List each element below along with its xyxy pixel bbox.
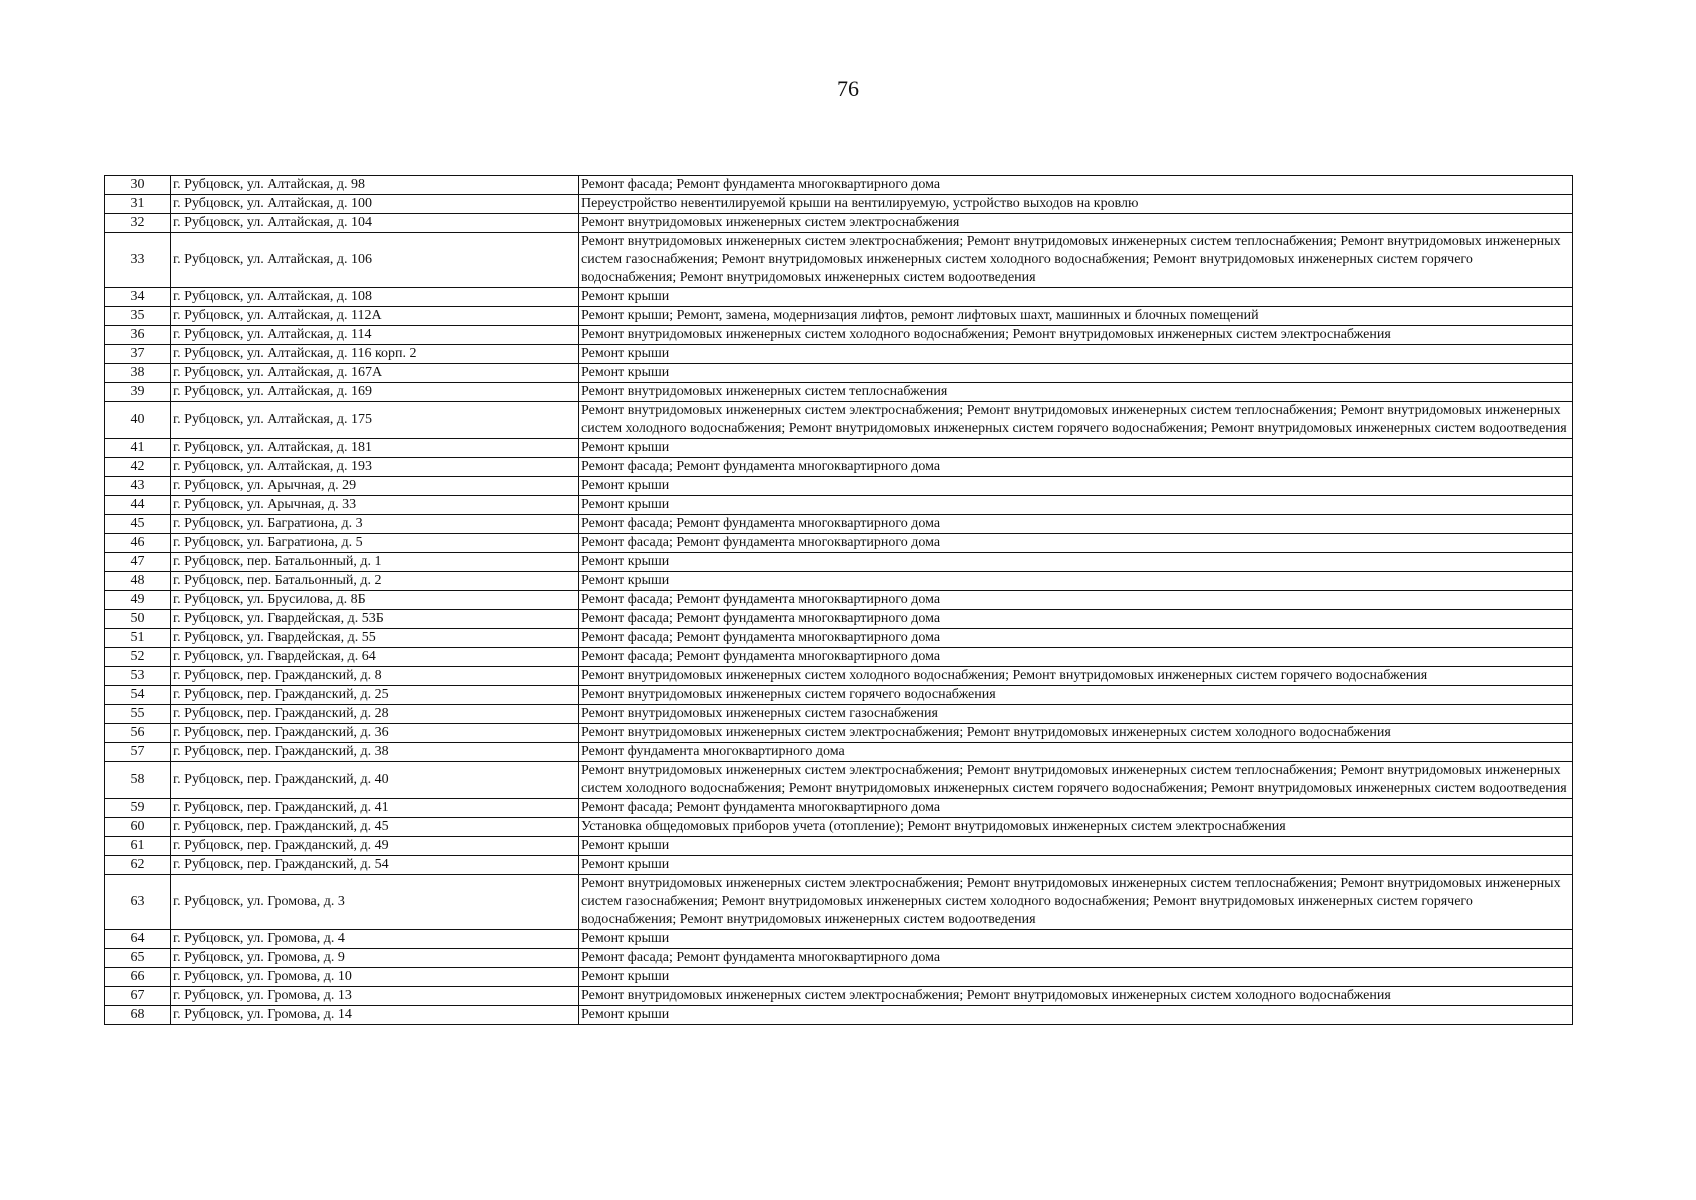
table-row: [105, 233, 1573, 288]
table-row: [105, 214, 1573, 233]
row-work-type: Ремонт внутридомовых инженерных систем холодного водоснабжения; Ремонт внутридомовых инженерных систем горячего водоснабжения: [579, 667, 1573, 686]
row-work-type: Ремонт крыши: [579, 968, 1573, 987]
table-row: [105, 686, 1573, 705]
row-number: 43: [105, 477, 171, 496]
row-work-type: Ремонт фасада; Ремонт фундамента многоквартирного дома: [579, 949, 1573, 968]
row-number: 67: [105, 987, 171, 1006]
row-number: 47: [105, 553, 171, 572]
row-number: 31: [105, 195, 171, 214]
row-number: 42: [105, 458, 171, 477]
row-address: г. Рубцовск, ул. Гвардейская, д. 55: [171, 629, 579, 648]
row-work-type: Ремонт крыши: [579, 553, 1573, 572]
table-row: [105, 496, 1573, 515]
table-row: [105, 383, 1573, 402]
row-number: 64: [105, 930, 171, 949]
row-address: г. Рубцовск, пер. Гражданский, д. 36: [171, 724, 579, 743]
repair-table: [104, 175, 1573, 1025]
row-work-type: Ремонт внутридомовых инженерных систем электроснабжения; Ремонт внутридомовых инженерных систем теплоснабжения; Ремонт внутридомовых инженерных систем газоснабжения; Ремонт внутридомовых инженерных систем холодного водоснабжения; Ремонт внутридомовых инженерных систем горячего водоснабжения; Ремонт внутридомовых инженерных систем водоотведения: [579, 875, 1573, 930]
row-address: г. Рубцовск, ул. Багратиона, д. 3: [171, 515, 579, 534]
row-address: г. Рубцовск, пер. Гражданский, д. 41: [171, 799, 579, 818]
row-work-type: Ремонт крыши: [579, 439, 1573, 458]
row-work-type: Ремонт крыши: [579, 1006, 1573, 1025]
row-address: г. Рубцовск, ул. Алтайская, д. 116 корп. 2: [171, 345, 579, 364]
row-number: 54: [105, 686, 171, 705]
row-number: 66: [105, 968, 171, 987]
table-row: [105, 195, 1573, 214]
row-work-type: Ремонт фасада; Ремонт фундамента многоквартирного дома: [579, 591, 1573, 610]
row-number: 65: [105, 949, 171, 968]
table-row: [105, 762, 1573, 799]
row-address: г. Рубцовск, ул. Алтайская, д. 193: [171, 458, 579, 477]
row-address: г. Рубцовск, ул. Алтайская, д. 98: [171, 176, 579, 195]
row-work-type: Ремонт крыши; Ремонт, замена, модернизация лифтов, ремонт лифтовых шахт, машинных и блочных помещений: [579, 307, 1573, 326]
row-number: 46: [105, 534, 171, 553]
row-number: 52: [105, 648, 171, 667]
row-address: г. Рубцовск, ул. Багратиона, д. 5: [171, 534, 579, 553]
row-address: г. Рубцовск, ул. Громова, д. 13: [171, 987, 579, 1006]
table-row: [105, 591, 1573, 610]
table-row: [105, 458, 1573, 477]
table-row: [105, 288, 1573, 307]
row-address: г. Рубцовск, ул. Громова, д. 10: [171, 968, 579, 987]
row-work-type: Ремонт внутридомовых инженерных систем электроснабжения; Ремонт внутридомовых инженерных систем холодного водоснабжения: [579, 724, 1573, 743]
row-work-type: Ремонт внутридомовых инженерных систем электроснабжения; Ремонт внутридомовых инженерных систем теплоснабжения; Ремонт внутридомовых инженерных систем холодного водоснабжения; Ремонт внутридомовых инженерных систем горячего водоснабжения; Ремонт внутридомовых инженерных систем водоотведения: [579, 402, 1573, 439]
row-address: г. Рубцовск, ул. Гвардейская, д. 64: [171, 648, 579, 667]
row-number: 48: [105, 572, 171, 591]
row-address: г. Рубцовск, пер. Гражданский, д. 40: [171, 762, 579, 799]
row-number: 62: [105, 856, 171, 875]
row-work-type: Ремонт фундамента многоквартирного дома: [579, 743, 1573, 762]
row-work-type: Ремонт крыши: [579, 837, 1573, 856]
row-number: 56: [105, 724, 171, 743]
row-address: г. Рубцовск, ул. Громова, д. 14: [171, 1006, 579, 1025]
row-address: г. Рубцовск, ул. Алтайская, д. 181: [171, 439, 579, 458]
row-number: 39: [105, 383, 171, 402]
table-row: [105, 572, 1573, 591]
table-row: [105, 326, 1573, 345]
row-number: 50: [105, 610, 171, 629]
row-number: 55: [105, 705, 171, 724]
row-work-type: Переустройство невентилируемой крыши на вентилируемую, устройство выходов на кровлю: [579, 195, 1573, 214]
row-number: 36: [105, 326, 171, 345]
row-address: г. Рубцовск, пер. Гражданский, д. 45: [171, 818, 579, 837]
table-row: [105, 402, 1573, 439]
table-row: [105, 837, 1573, 856]
row-address: г. Рубцовск, ул. Алтайская, д. 108: [171, 288, 579, 307]
table-row: [105, 987, 1573, 1006]
row-number: 38: [105, 364, 171, 383]
row-number: 49: [105, 591, 171, 610]
table-row: [105, 610, 1573, 629]
row-number: 58: [105, 762, 171, 799]
row-number: 34: [105, 288, 171, 307]
row-number: 63: [105, 875, 171, 930]
row-work-type: Ремонт крыши: [579, 856, 1573, 875]
table-row: [105, 799, 1573, 818]
table-row: [105, 743, 1573, 762]
row-address: г. Рубцовск, ул. Брусилова, д. 8Б: [171, 591, 579, 610]
row-address: г. Рубцовск, ул. Гвардейская, д. 53Б: [171, 610, 579, 629]
table-row: [105, 439, 1573, 458]
row-work-type: Ремонт крыши: [579, 364, 1573, 383]
row-address: г. Рубцовск, ул. Алтайская, д. 169: [171, 383, 579, 402]
row-work-type: Ремонт внутридомовых инженерных систем электроснабжения; Ремонт внутридомовых инженерных систем холодного водоснабжения: [579, 987, 1573, 1006]
row-number: 68: [105, 1006, 171, 1025]
row-number: 40: [105, 402, 171, 439]
row-address: г. Рубцовск, пер. Гражданский, д. 8: [171, 667, 579, 686]
row-address: г. Рубцовск, ул. Громова, д. 9: [171, 949, 579, 968]
table-row: [105, 1006, 1573, 1025]
row-work-type: Ремонт фасада; Ремонт фундамента многоквартирного дома: [579, 799, 1573, 818]
row-address: г. Рубцовск, пер. Гражданский, д. 54: [171, 856, 579, 875]
row-address: г. Рубцовск, ул. Алтайская, д. 167А: [171, 364, 579, 383]
row-work-type: Ремонт фасада; Ремонт фундамента многоквартирного дома: [579, 515, 1573, 534]
table-row: [105, 818, 1573, 837]
row-address: г. Рубцовск, ул. Громова, д. 3: [171, 875, 579, 930]
row-number: 30: [105, 176, 171, 195]
table-row: [105, 515, 1573, 534]
row-address: г. Рубцовск, ул. Громова, д. 4: [171, 930, 579, 949]
row-address: г. Рубцовск, пер. Гражданский, д. 38: [171, 743, 579, 762]
table-row: [105, 949, 1573, 968]
row-number: 35: [105, 307, 171, 326]
row-number: 37: [105, 345, 171, 364]
table-row: [105, 667, 1573, 686]
table-row: [105, 856, 1573, 875]
row-number: 41: [105, 439, 171, 458]
repair-table-container: [104, 175, 1572, 1025]
row-address: г. Рубцовск, ул. Арычная, д. 33: [171, 496, 579, 515]
table-row: [105, 364, 1573, 383]
row-work-type: Ремонт крыши: [579, 496, 1573, 515]
row-work-type: Ремонт внутридомовых инженерных систем холодного водоснабжения; Ремонт внутридомовых инженерных систем электроснабжения: [579, 326, 1573, 345]
table-row: [105, 968, 1573, 987]
row-address: г. Рубцовск, ул. Арычная, д. 29: [171, 477, 579, 496]
row-number: 33: [105, 233, 171, 288]
table-body: [105, 176, 1573, 1025]
row-address: г. Рубцовск, ул. Алтайская, д. 100: [171, 195, 579, 214]
row-work-type: Ремонт фасада; Ремонт фундамента многоквартирного дома: [579, 176, 1573, 195]
row-number: 59: [105, 799, 171, 818]
row-work-type: Ремонт фасада; Ремонт фундамента многоквартирного дома: [579, 629, 1573, 648]
row-work-type: Ремонт крыши: [579, 345, 1573, 364]
table-row: [105, 930, 1573, 949]
row-address: г. Рубцовск, ул. Алтайская, д. 114: [171, 326, 579, 345]
table-row: [105, 553, 1573, 572]
row-number: 57: [105, 743, 171, 762]
row-work-type: Ремонт крыши: [579, 288, 1573, 307]
table-row: [105, 176, 1573, 195]
row-address: г. Рубцовск, ул. Алтайская, д. 106: [171, 233, 579, 288]
row-address: г. Рубцовск, пер. Гражданский, д. 49: [171, 837, 579, 856]
table-row: [105, 629, 1573, 648]
row-work-type: Ремонт крыши: [579, 572, 1573, 591]
row-work-type: Ремонт внутридомовых инженерных систем теплоснабжения: [579, 383, 1573, 402]
row-number: 51: [105, 629, 171, 648]
table-row: [105, 705, 1573, 724]
row-number: 53: [105, 667, 171, 686]
row-address: г. Рубцовск, пер. Батальонный, д. 2: [171, 572, 579, 591]
row-work-type: Ремонт фасада; Ремонт фундамента многоквартирного дома: [579, 648, 1573, 667]
row-number: 44: [105, 496, 171, 515]
row-work-type: Установка общедомовых приборов учета (отопление); Ремонт внутридомовых инженерных систем электроснабжения: [579, 818, 1573, 837]
row-address: г. Рубцовск, ул. Алтайская, д. 112А: [171, 307, 579, 326]
row-work-type: Ремонт внутридомовых инженерных систем газоснабжения: [579, 705, 1573, 724]
row-address: г. Рубцовск, пер. Гражданский, д. 25: [171, 686, 579, 705]
table-row: [105, 648, 1573, 667]
table-row: [105, 477, 1573, 496]
row-work-type: Ремонт внутридомовых инженерных систем горячего водоснабжения: [579, 686, 1573, 705]
row-work-type: Ремонт фасада; Ремонт фундамента многоквартирного дома: [579, 610, 1573, 629]
row-work-type: Ремонт фасада; Ремонт фундамента многоквартирного дома: [579, 534, 1573, 553]
row-address: г. Рубцовск, ул. Алтайская, д. 175: [171, 402, 579, 439]
row-work-type: Ремонт фасада; Ремонт фундамента многоквартирного дома: [579, 458, 1573, 477]
row-number: 60: [105, 818, 171, 837]
row-address: г. Рубцовск, пер. Гражданский, д. 28: [171, 705, 579, 724]
table-row: [105, 345, 1573, 364]
row-work-type: Ремонт внутридомовых инженерных систем электроснабжения; Ремонт внутридомовых инженерных систем теплоснабжения; Ремонт внутридомовых инженерных систем газоснабжения; Ремонт внутридомовых инженерных систем холодного водоснабжения; Ремонт внутридомовых инженерных систем горячего водоснабжения; Ремонт внутридомовых инженерных систем водоотведения: [579, 233, 1573, 288]
row-work-type: Ремонт крыши: [579, 930, 1573, 949]
row-number: 61: [105, 837, 171, 856]
row-address: г. Рубцовск, ул. Алтайская, д. 104: [171, 214, 579, 233]
row-work-type: Ремонт крыши: [579, 477, 1573, 496]
row-address: г. Рубцовск, пер. Батальонный, д. 1: [171, 553, 579, 572]
row-number: 32: [105, 214, 171, 233]
row-work-type: Ремонт внутридомовых инженерных систем электроснабжения; Ремонт внутридомовых инженерных систем теплоснабжения; Ремонт внутридомовых инженерных систем холодного водоснабжения; Ремонт внутридомовых инженерных систем горячего водоснабжения; Ремонт внутридомовых инженерных систем водоотведения: [579, 762, 1573, 799]
row-work-type: Ремонт внутридомовых инженерных систем электроснабжения: [579, 214, 1573, 233]
page-number: 76: [837, 76, 859, 101]
table-row: [105, 724, 1573, 743]
table-row: [105, 875, 1573, 930]
row-number: 45: [105, 515, 171, 534]
table-row: [105, 307, 1573, 326]
table-row: [105, 534, 1573, 553]
